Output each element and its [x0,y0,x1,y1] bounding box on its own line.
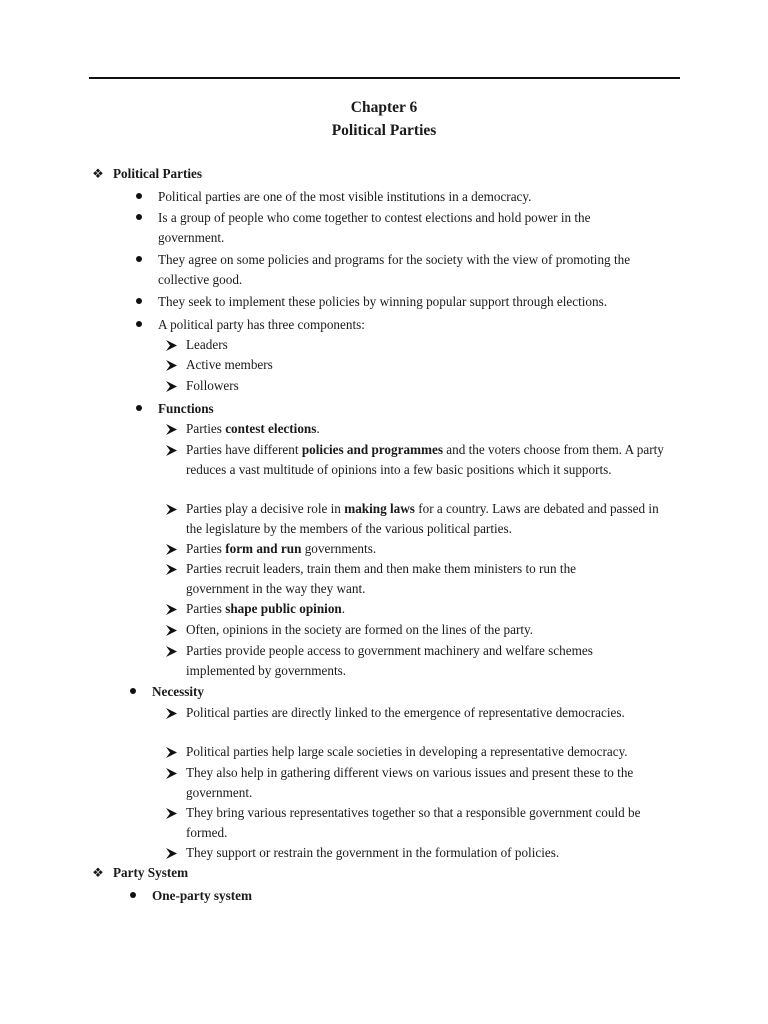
arrow-bullet-icon [165,743,179,762]
page-title [0,96,768,142]
list-item: They agree on some policies and programs for the society with the view of promoting the collective good. [158,252,631,287]
necessity-heading: Necessity [152,684,204,699]
bullet-dot-icon [130,892,136,898]
bullet-dot-icon [136,405,142,411]
list-item: Parties contest elections. [186,421,320,436]
bullet-dot-icon [130,688,136,694]
list-item: They support or restrain the government in the formulation of policies. [186,845,560,860]
arrow-bullet-icon [165,356,179,375]
arrow-bullet-icon [165,420,179,439]
bullet-dot-icon [136,321,142,327]
list-item: Followers [186,378,239,393]
list-item: They bring various representatives together so that a responsible government could be formed. [186,805,641,840]
subsection-heading: One-party system [152,888,252,903]
arrow-bullet-icon [165,560,179,579]
section-heading: Political Parties [113,166,202,181]
arrow-bullet-icon [165,621,179,640]
diamond-bullet-icon: ❖ [92,865,104,880]
arrow-bullet-icon [165,804,179,823]
chapter-title: Political Parties [331,122,437,139]
arrow-bullet-icon [165,642,179,661]
list-item: Parties form and run governments. [186,541,377,556]
arrow-bullet-icon [165,600,179,619]
arrow-bullet-icon [165,441,179,460]
list-item: Parties provide people access to government machinery and welfare schemes implemented by governments. [186,643,593,678]
list-item: They seek to implement these policies by winning popular support through elections. [158,294,608,309]
list-item: Political parties are one of the most visible institutions in a democracy. [158,189,532,204]
list-item: Political parties help large scale societies in developing a representative democracy. [186,744,628,759]
arrow-bullet-icon [165,704,179,723]
arrow-bullet-icon [165,377,179,396]
list-item: They also help in gathering different views on various issues and present these to the government. [186,765,634,800]
list-item: A political party has three components: [158,317,365,332]
bullet-dot-icon [136,256,142,262]
chapter-number: Chapter 6 [350,99,418,116]
section-heading: Party System [113,865,189,880]
list-item: Leaders [186,337,228,352]
arrow-bullet-icon [165,500,179,519]
list-item: Is a group of people who come together to contest elections and hold power in the government. [158,210,591,245]
bullet-dot-icon [136,298,142,304]
list-item: Parties shape public opinion. [186,601,346,616]
list-item: Political parties are directly linked to the emergence of representative democracies. [186,705,625,720]
arrow-bullet-icon [165,540,179,559]
arrow-bullet-icon [165,336,179,355]
header-rule [89,77,680,79]
arrow-bullet-icon [165,764,179,783]
diamond-bullet-icon: ❖ [92,166,104,181]
arrow-bullet-icon [165,844,179,863]
list-item: Parties have different policies and programmes and the voters choose from them. A party reduces a vast multitude of opinions into a few basic positions which it supports. [186,442,664,477]
list-item: Parties recruit leaders, train them and then make them ministers to run the government in the way they want. [186,561,577,596]
functions-heading: Functions [158,401,214,416]
list-item: Parties play a decisive role in making laws for a country. Laws are debated and passed in the legislature by the members of the various political parties. [186,501,659,536]
list-item: Active members [186,357,273,372]
bullet-dot-icon [136,214,142,220]
list-item: Often, opinions in the society are formed on the lines of the party. [186,622,534,637]
bullet-dot-icon [136,193,142,199]
